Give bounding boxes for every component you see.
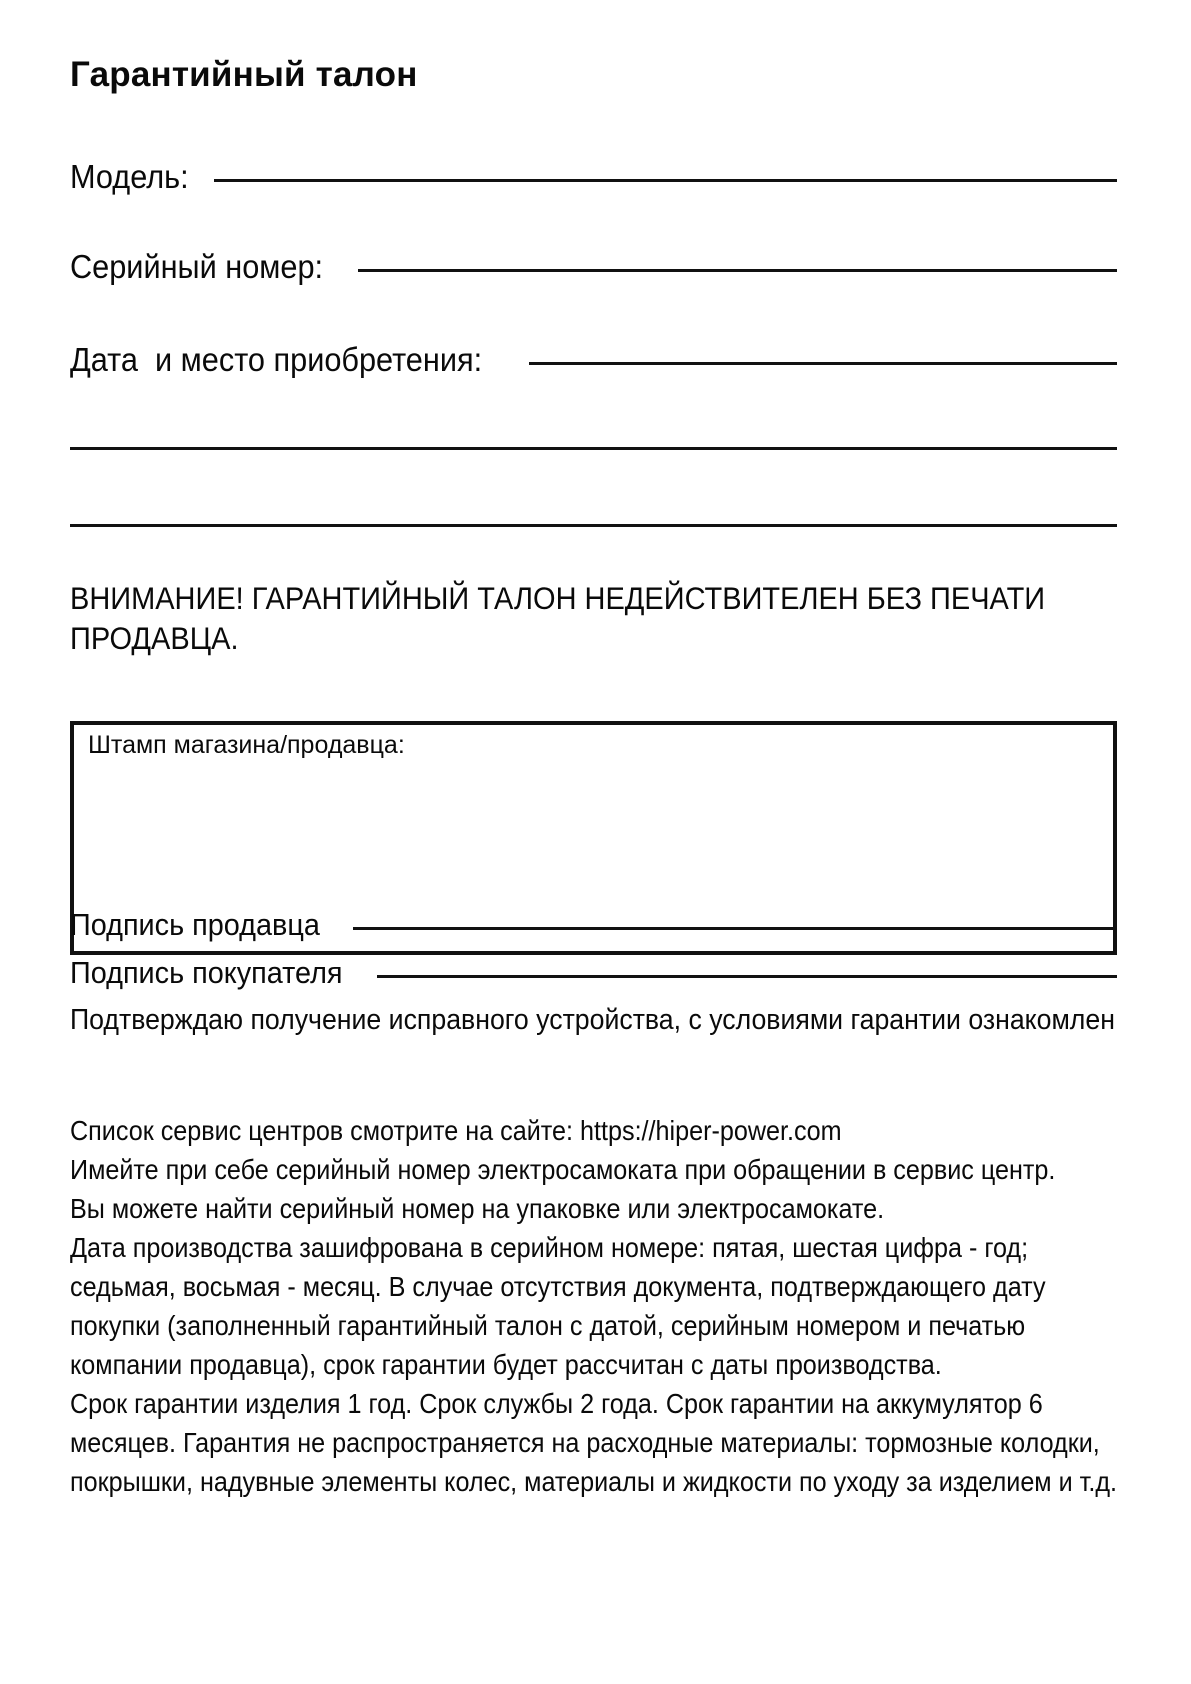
seller-signature-line[interactable] — [353, 927, 1117, 930]
attention-notice: ВНИМАНИЕ! ГАРАНТИЙНЫЙ ТАЛОН НЕДЕЙСТВИТЕЛЕН БЕЗ ПЕЧАТИ ПРОДАВЦА. — [70, 580, 1046, 656]
note-serial-reminder: Имейте при себе серийный номер электросамоката при обращении в сервис центр. — [70, 1154, 1056, 1186]
serial-number-input-line[interactable] — [358, 269, 1117, 272]
buyer-confirmation-text: Подтверждаю получение исправного устройства, с условиями гарантии ознакомлен — [70, 1004, 1115, 1036]
field-label-model: Модель: — [70, 158, 189, 195]
field-row-model — [70, 160, 1117, 195]
buyer-signature-line[interactable] — [377, 975, 1117, 978]
note-production-date: Дата производства зашифрована в серийном номере: пятая, шестая цифра - год; седьмая, восьмая - месяц. В случае отсутствия документа, подтверждающего дату покупки (заполненный гарантийный талон с датой, серийным номером и печатью компании продавца), срок гарантии будет рассчитан с даты производства. — [70, 1232, 1053, 1381]
field-label-seller-signature: Подпись продавца — [70, 907, 320, 942]
field-label-buyer-signature: Подпись покупателя — [70, 955, 343, 990]
page-title: Гарантийный талон — [70, 55, 418, 94]
note-warranty-terms: Срок гарантии изделия 1 год. Срок службы 2 года. Срок гарантии на аккумулятор 6 месяцев. Гарантия не распространяется на расходные материалы: тормозные колодки, покрышки, надувные элементы колес, материалы и жидкости по уходу за изделием и т.д. — [70, 1388, 1118, 1498]
footer-notes — [70, 1111, 1136, 1501]
field-row-seller-signature — [70, 907, 1117, 943]
field-label-purchase-date-place: Дата и место приобретения: — [70, 341, 483, 378]
field-row-buyer-signature — [70, 955, 1117, 991]
field-row-serial-number — [70, 250, 1117, 285]
seller-stamp-box-label: Штамп магазина/продавца: — [88, 731, 405, 759]
purchase-date-place-input-line[interactable] — [529, 362, 1117, 365]
field-row-purchase-date-place — [70, 343, 1117, 378]
note-service-centers: Список сервис центров смотрите на сайте: https://hiper-power.com — [70, 1115, 842, 1146]
purchase-continuation-line-1[interactable] — [70, 447, 1117, 450]
purchase-continuation-line-2[interactable] — [70, 524, 1117, 527]
field-label-serial-number: Серийный номер: — [70, 248, 324, 285]
model-input-line[interactable] — [214, 179, 1117, 182]
note-serial-location: Вы можете найти серийный номер на упаковке или электросамокате. — [70, 1193, 885, 1225]
